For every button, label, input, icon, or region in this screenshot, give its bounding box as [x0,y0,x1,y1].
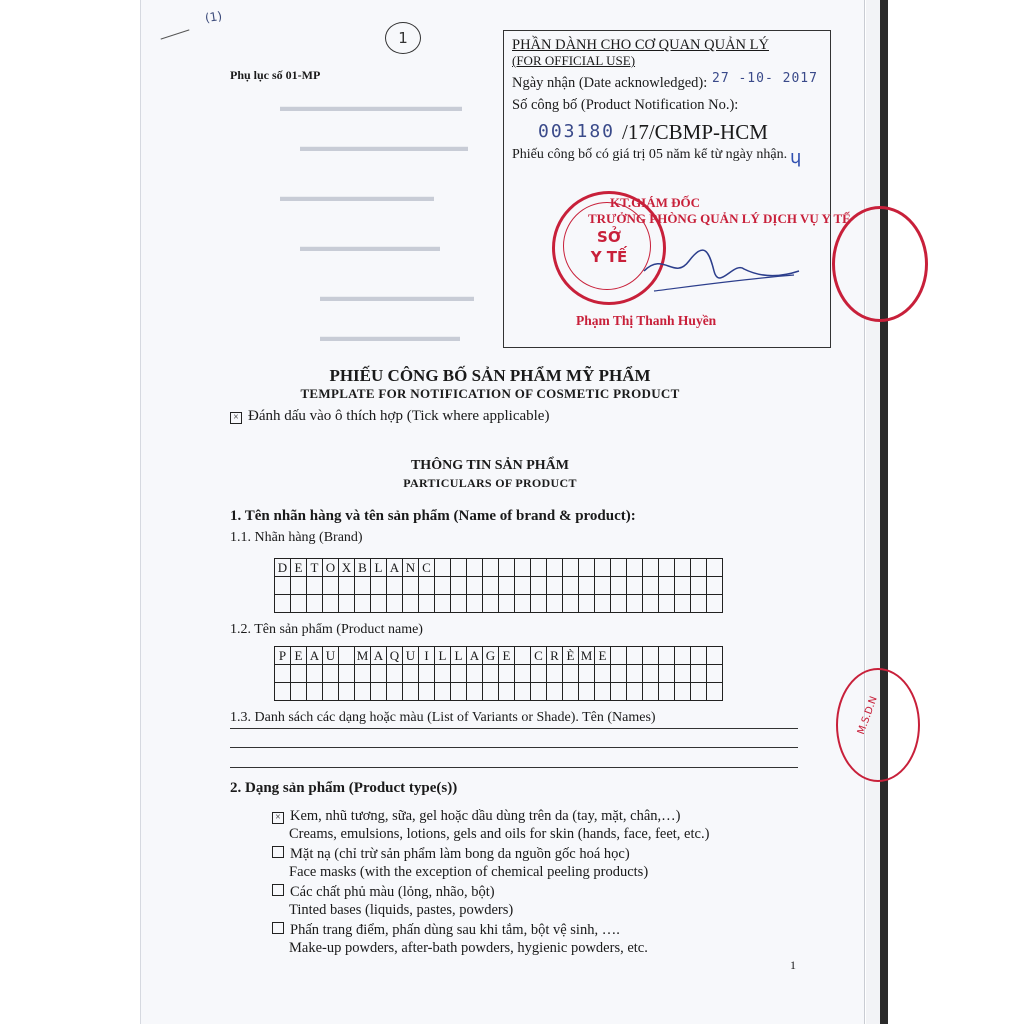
letter-cell: G [483,647,499,665]
letter-cell [691,577,707,595]
letter-cell [435,559,451,577]
letter-cell [339,647,355,665]
letter-cell [515,665,531,683]
letter-cell [467,683,483,701]
letter-cell [531,595,547,613]
letter-cell [451,559,467,577]
signer-title-2: TRƯỞNG PHÒNG QUẢN LÝ DỊCH VỤ Y TẾ [588,211,851,226]
letter-cell [643,647,659,665]
letter-cell [595,577,611,595]
letter-cell [355,665,371,683]
letter-cell [419,595,435,613]
annex-label: Phụ lục số 01-MP [230,68,321,82]
letter-cell [403,665,419,683]
letter-cell: U [323,647,339,665]
section-title-en: PARTICULARS OF PRODUCT [403,476,577,490]
notification-number-stamp: 003180 [538,121,616,142]
letter-cell: T [307,559,323,577]
letter-cell [275,683,291,701]
letter-cell [627,595,643,613]
letter-cell [659,683,675,701]
letter-cell: E [595,647,611,665]
letter-cell [595,559,611,577]
letter-cell [547,577,563,595]
official-use-box [503,30,851,348]
letter-cell [595,595,611,613]
letter-cell [355,577,371,595]
product-type-label-en: Face masks (with the exception of chemical peeling products) [289,864,649,880]
letter-cell [483,559,499,577]
letter-cell [403,577,419,595]
letter-cell [531,665,547,683]
letter-cell [531,559,547,577]
letter-cell [611,683,627,701]
checkbox-icon[interactable] [272,922,284,934]
letter-cell [515,683,531,701]
edge-seal-top [832,206,928,322]
letter-cell [675,577,691,595]
official-heading: PHẦN DÀNH CHO CƠ QUAN QUẢN LÝ [512,37,769,53]
letter-cell [483,683,499,701]
checkbox-icon[interactable] [272,846,284,858]
letter-cell [275,595,291,613]
letter-cell [659,665,675,683]
letter-cell [675,665,691,683]
letter-cell: L [371,559,387,577]
letter-cell [691,647,707,665]
letter-cell [323,577,339,595]
letter-cell [643,683,659,701]
letter-cell [563,595,579,613]
edge-seal-bottom [836,668,920,782]
product-type-label-en: Tinted bases (liquids, pastes, powders) [289,902,514,918]
letter-cell [579,683,595,701]
letter-cell: A [371,647,387,665]
letter-cell [595,665,611,683]
product-type-option[interactable] [272,846,630,863]
letter-cell: E [499,647,515,665]
letter-cell [627,559,643,577]
letter-cell [579,577,595,595]
product-name-grid [274,646,723,701]
question-1: 1. Tên nhãn hàng và tên sản phẩm (Name of brand & product): [230,508,636,524]
letter-cell [643,577,659,595]
letter-cell [499,595,515,613]
letter-cell [627,647,643,665]
letter-cell [691,683,707,701]
letter-cell: A [467,647,483,665]
letter-cell [659,577,675,595]
letter-cell [531,683,547,701]
letter-cell: A [307,647,323,665]
product-type-label-vi: Các chất phủ màu (lỏng, nhão, bột) [290,884,495,900]
letter-cell [707,647,723,665]
letter-cell [675,595,691,613]
product-type-label-vi: Mặt nạ (chỉ trừ sản phẩm làm bong da nguồn gốc hoá học) [290,846,630,862]
letter-cell [611,647,627,665]
letter-cell [515,577,531,595]
letter-cell [595,683,611,701]
letter-cell [611,665,627,683]
brand-grid [274,558,723,613]
letter-cell [339,577,355,595]
letter-cell [707,595,723,613]
letter-cell [675,647,691,665]
letter-cell [691,665,707,683]
edge-seal-text: M.S.D.N [855,694,880,737]
question-1-2: 1.2. Tên sản phẩm (Product name) [230,622,423,637]
letter-cell: C [419,559,435,577]
letter-cell [499,665,515,683]
letter-cell: U [403,647,419,665]
letter-cell [387,665,403,683]
letter-cell [387,595,403,613]
date-acknowledged-label: Ngày nhận (Date acknowledged): [512,75,708,91]
letter-cell [579,595,595,613]
tick-note [230,408,549,425]
letter-cell [307,595,323,613]
letter-cell: B [355,559,371,577]
letter-cell [707,577,723,595]
letter-cell: L [435,647,451,665]
letter-cell: D [275,559,291,577]
letter-cell [371,665,387,683]
date-acknowledged-value: 27 -10- 2017 [712,71,818,86]
signature [634,231,804,301]
handwritten-initial: ɥ [790,147,802,168]
letter-cell [691,559,707,577]
letter-cell [675,559,691,577]
section-title: THÔNG TIN SẢN PHẨM [410,458,570,473]
letter-cell [371,595,387,613]
letter-cell [659,559,675,577]
seal-text-2: Y TẾ [590,248,628,266]
letter-cell [387,577,403,595]
validity-note: Phiếu công bố có giá trị 05 năm kể từ ngày nhận. [512,147,788,162]
letter-cell [355,683,371,701]
letter-cell [387,683,403,701]
letter-cell [611,559,627,577]
checked-box-icon: × [230,412,242,424]
letter-cell [355,595,371,613]
letter-cell [483,665,499,683]
letter-cell: N [403,559,419,577]
letter-cell [563,665,579,683]
letter-cell [291,577,307,595]
seal-text-1: SỞ [597,228,621,246]
letter-cell [371,683,387,701]
letter-cell [643,559,659,577]
letter-cell [451,665,467,683]
letter-cell [547,559,563,577]
letter-cell [627,683,643,701]
product-type-label-en: Make-up powders, after-bath powders, hygienic powders, etc. [289,940,648,956]
letter-cell [435,665,451,683]
letter-cell [467,577,483,595]
letter-cell [659,595,675,613]
checked-box-icon[interactable]: × [272,812,284,824]
letter-cell [707,559,723,577]
scan-border [880,0,888,1024]
letter-cell [323,595,339,613]
notification-number-label: Số công bố (Product Notification No.): [512,97,739,113]
official-heading-en: (FOR OFFICIAL USE) [512,53,636,68]
letter-cell [579,665,595,683]
question-2: 2. Dạng sản phẩm (Product type(s)) [230,780,458,796]
question-1-1: 1.1. Nhãn hàng (Brand) [230,530,363,545]
letter-cell [339,683,355,701]
letter-cell [499,559,515,577]
form-title-en: TEMPLATE FOR NOTIFICATION OF COSMETIC PRODUCT [300,386,680,401]
letter-cell [499,577,515,595]
letter-cell [339,665,355,683]
letter-cell [307,665,323,683]
letter-cell [547,595,563,613]
letter-cell [563,577,579,595]
letter-cell [419,577,435,595]
letter-cell [419,683,435,701]
form-title: PHIẾU CÔNG BỐ SẢN PHẨM MỸ PHẨM [329,366,651,385]
circled-page-number: 1 [385,22,421,54]
letter-cell: R [547,647,563,665]
letter-cell [451,577,467,595]
letter-cell [403,683,419,701]
letter-cell [547,665,563,683]
notification-number-suffix: /17/CBMP-HCM [622,120,768,144]
letter-cell [563,683,579,701]
letter-cell [307,577,323,595]
letter-cell [515,647,531,665]
letter-cell [531,577,547,595]
letter-cell [435,595,451,613]
letter-cell [707,665,723,683]
page-number: 1 [790,958,796,972]
product-type-label-vi: Phấn trang điểm, phấn dùng sau khi tắm, bột vệ sinh, …. [290,922,620,938]
letter-cell: E [291,647,307,665]
letter-cell [275,577,291,595]
signer-title-1: KT.GIÁM ĐỐC [610,195,701,210]
letter-cell [643,595,659,613]
letter-cell [627,665,643,683]
letter-cell: P [275,647,291,665]
letter-cell [611,577,627,595]
letter-cell [467,665,483,683]
letter-cell: X [339,559,355,577]
letter-cell [435,683,451,701]
signer-name: Phạm Thị Thanh Huyền [576,313,717,328]
letter-cell: Q [387,647,403,665]
letter-cell [547,683,563,701]
letter-cell [435,577,451,595]
letter-cell: M [355,647,371,665]
letter-cell [451,683,467,701]
letter-cell [643,665,659,683]
variants-line-3 [230,767,798,768]
letter-cell [563,559,579,577]
letter-cell [291,665,307,683]
letter-cell [611,595,627,613]
letter-cell [579,559,595,577]
letter-cell: C [531,647,547,665]
letter-cell: M [579,647,595,665]
letter-cell [307,683,323,701]
letter-cell [515,559,531,577]
letter-cell: L [451,647,467,665]
letter-cell [499,683,515,701]
product-type-option[interactable] [272,922,620,939]
letter-cell [483,595,499,613]
tick-note-text: Đánh dấu vào ô thích hợp (Tick where applicable) [248,408,550,424]
letter-cell: O [323,559,339,577]
product-type-label-en: Creams, emulsions, lotions, gels and oils for skin (hands, face, feet, etc.) [289,826,710,842]
letter-cell [467,559,483,577]
letter-cell [691,595,707,613]
letter-cell [627,577,643,595]
letter-cell [675,683,691,701]
letter-cell: A [387,559,403,577]
question-1-3: 1.3. Danh sách các dạng hoặc màu (List of Variants or Shade). Tên (Names) [230,710,656,725]
variants-line-2 [230,747,798,748]
letter-cell [659,647,675,665]
letter-cell [483,577,499,595]
letter-cell [707,683,723,701]
letter-cell [323,683,339,701]
letter-cell [275,665,291,683]
product-type-option[interactable] [272,808,680,825]
letter-cell [339,595,355,613]
letter-cell [467,595,483,613]
letter-cell [451,595,467,613]
letter-cell [403,595,419,613]
letter-cell [291,595,307,613]
checkbox-icon[interactable] [272,884,284,896]
letter-cell: È [563,647,579,665]
letter-cell: I [419,647,435,665]
letter-cell [419,665,435,683]
letter-cell [515,595,531,613]
handwritten-mark: (1) [204,8,223,26]
product-type-label-vi: Kem, nhũ tương, sữa, gel hoặc dầu dùng trên da (tay, mặt, chân,…) [290,808,681,824]
letter-cell [291,683,307,701]
letter-cell: E [291,559,307,577]
letter-cell [323,665,339,683]
variants-line-1 [230,728,798,729]
product-type-option[interactable] [272,884,495,901]
letter-cell [371,577,387,595]
